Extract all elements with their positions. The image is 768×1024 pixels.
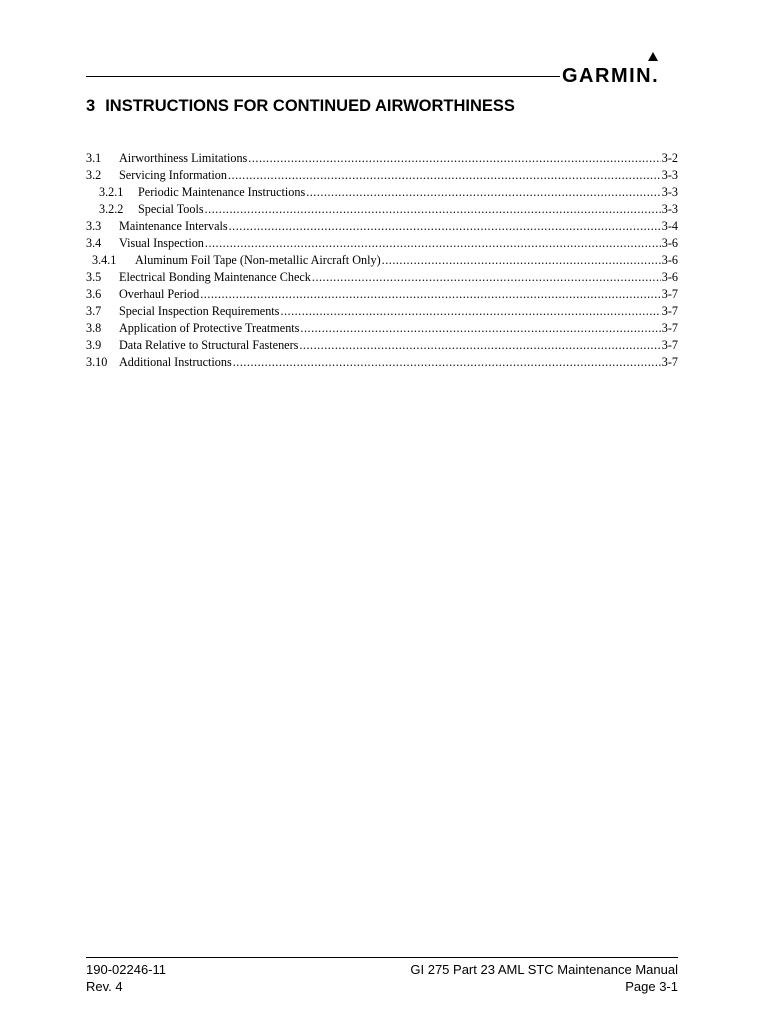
- toc-entry-page: 3-2: [661, 151, 678, 165]
- table-of-contents: [86, 150, 678, 371]
- toc-entry-number: 3.4: [86, 236, 102, 250]
- toc-entry-3-2-2[interactable]: [86, 201, 678, 218]
- header-rule: [86, 76, 560, 77]
- page-footer: [86, 961, 678, 995]
- toc-entry-3-3[interactable]: [86, 218, 678, 235]
- toc-entry-number: 3.10: [86, 355, 108, 369]
- chapter-title-text: INSTRUCTIONS FOR CONTINUED AIRWORTHINESS: [105, 97, 515, 115]
- toc-entry-title: Maintenance Intervals: [119, 219, 228, 233]
- revision: Rev. 4: [86, 979, 123, 994]
- garmin-delta-icon: [648, 52, 658, 61]
- toc-entry-title: Servicing Information: [119, 168, 227, 182]
- toc-leader: [280, 303, 660, 320]
- toc-entry-title: Periodic Maintenance Instructions: [138, 185, 306, 199]
- toc-entry-3-9[interactable]: [86, 337, 678, 354]
- manual-title: GI 275 Part 23 AML STC Maintenance Manual: [410, 962, 678, 977]
- toc-leader: [200, 286, 661, 303]
- toc-entry-3-2[interactable]: [86, 167, 678, 184]
- toc-leader: [205, 201, 661, 218]
- toc-entry-title: Overhaul Period: [119, 287, 200, 301]
- toc-entry-page: 3-3: [661, 185, 678, 199]
- document-number: 190-02246-11: [86, 962, 166, 977]
- toc-entry-3-4-1[interactable]: [86, 252, 678, 269]
- toc-entry-title: Data Relative to Structural Fasteners: [119, 338, 299, 352]
- toc-leader: [233, 354, 661, 371]
- toc-leader: [229, 218, 661, 235]
- toc-entry-number: 3.4.1: [92, 253, 117, 267]
- toc-entry-title: Additional Instructions: [119, 355, 232, 369]
- toc-leader: [312, 269, 661, 286]
- toc-entry-page: 3-6: [661, 253, 678, 267]
- toc-entry-page: 3-7: [661, 321, 678, 335]
- toc-leader: [228, 167, 661, 184]
- footer-row-bottom: [86, 978, 678, 995]
- toc-entry-title: Special Tools: [138, 202, 204, 216]
- toc-entry-title: Aluminum Foil Tape (Non-metallic Aircraft Only): [135, 253, 381, 267]
- garmin-logo: GARMIN.: [562, 65, 660, 87]
- toc-entry-3-7[interactable]: [86, 303, 678, 320]
- toc-leader: [300, 320, 660, 337]
- toc-leader: [306, 184, 661, 201]
- toc-leader: [248, 150, 660, 167]
- toc-entry-page: 3-4: [661, 219, 678, 233]
- toc-entry-page: 3-7: [661, 304, 678, 318]
- footer-rule: [86, 957, 678, 958]
- footer-row-top: [86, 961, 678, 978]
- page-number: Page 3-1: [625, 979, 678, 994]
- chapter-number: 3: [86, 97, 96, 115]
- toc-entry-page: 3-3: [661, 202, 678, 216]
- toc-entry-3-5[interactable]: [86, 269, 678, 286]
- toc-entry-number: 3.3: [86, 219, 102, 233]
- toc-leader: [299, 337, 660, 354]
- toc-entry-title: Application of Protective Treatments: [119, 321, 300, 335]
- toc-entry-page: 3-6: [661, 236, 678, 250]
- chapter-title: [86, 96, 515, 116]
- toc-entry-page: 3-7: [661, 355, 678, 369]
- toc-entry-page: 3-7: [661, 338, 678, 352]
- toc-entry-number: 3.1: [86, 151, 102, 165]
- toc-entry-number: 3.2: [86, 168, 102, 182]
- toc-entry-page: 3-3: [661, 168, 678, 182]
- toc-leader: [382, 252, 661, 269]
- toc-entry-3-8[interactable]: [86, 320, 678, 337]
- toc-entry-title: Visual Inspection: [119, 236, 204, 250]
- toc-entry-number: 3.2.2: [99, 202, 124, 216]
- toc-entry-number: 3.5: [86, 270, 102, 284]
- toc-entry-3-4[interactable]: [86, 235, 678, 252]
- toc-entry-number: 3.9: [86, 338, 102, 352]
- toc-leader: [205, 235, 661, 252]
- toc-entry-title: Airworthiness Limitations: [119, 151, 248, 165]
- toc-entry-number: 3.7: [86, 304, 102, 318]
- toc-entry-3-10[interactable]: [86, 354, 678, 371]
- toc-entry-3-1[interactable]: [86, 150, 678, 167]
- toc-entry-number: 3.6: [86, 287, 102, 301]
- toc-entry-number: 3.8: [86, 321, 102, 335]
- toc-entry-title: Electrical Bonding Maintenance Check: [119, 270, 311, 284]
- toc-entry-3-6[interactable]: [86, 286, 678, 303]
- toc-entry-3-2-1[interactable]: [86, 184, 678, 201]
- toc-entry-title: Special Inspection Requirements: [119, 304, 280, 318]
- toc-entry-page: 3-7: [661, 287, 678, 301]
- toc-entry-page: 3-6: [661, 270, 678, 284]
- toc-entry-number: 3.2.1: [99, 185, 124, 199]
